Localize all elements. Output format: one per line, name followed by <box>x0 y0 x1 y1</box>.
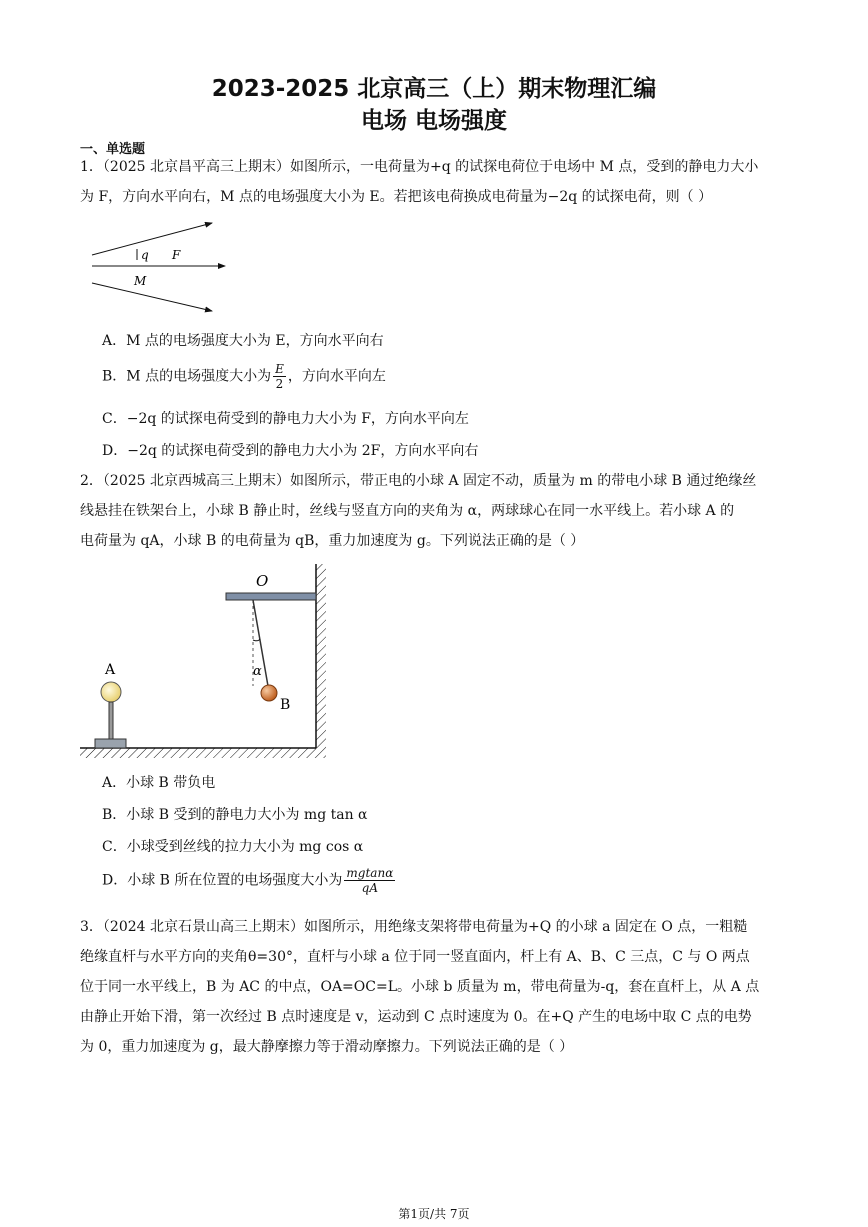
fraction-field-strength <box>344 866 395 895</box>
ball-a-base <box>95 739 126 748</box>
question-3-line-1 <box>80 912 792 942</box>
question-2-stem <box>80 466 792 556</box>
question-1-option-c: C．−2q 的试探电荷受到的静电力大小为 F，方向水平向左 <box>102 411 469 427</box>
question-2-source: （2025 北京西城高三上期末） <box>102 473 291 489</box>
page-subtitle: 电场 电场强度 <box>360 108 507 134</box>
support-bar <box>226 593 316 600</box>
section-heading: 一、单选题 <box>80 142 146 157</box>
question-2-figure <box>78 562 338 762</box>
question-2-number: 2． <box>80 473 103 489</box>
question-1-option-d: D．−2q 的试探电荷受到的静电力大小为 2F，方向水平向右 <box>102 443 479 459</box>
page-footer: 第1页/共 7页 <box>398 1207 470 1221</box>
point-label: M <box>134 274 147 288</box>
question-1-line-2: 为 F，方向水平向右，M 点的电场强度大小为 E。若把该电荷换成电荷量为−2q 的试探电荷，则（ ） <box>80 189 713 205</box>
fraction-denominator: qA <box>361 881 379 895</box>
wall-hatching <box>316 564 326 748</box>
question-1-text-1: 如图所示，一电荷量为+q 的试探电荷位于电场中 M 点，受到的静电力大小 <box>290 159 759 175</box>
question-1-figure <box>88 215 238 315</box>
field-line-lower <box>92 283 212 311</box>
option-b-prefix: B．M 点的电场强度大小为 <box>102 368 272 385</box>
question-2-option-a: A．小球 B 带负电 <box>102 775 216 791</box>
pivot-label: O <box>256 572 269 590</box>
ball-a <box>101 682 121 702</box>
question-1-number: 1． <box>80 159 103 175</box>
question-3-text-1: 如图所示，用绝缘支架将带电荷量为+Q 的小球 a 固定在 O 点，一粗糙 <box>304 919 748 935</box>
question-1-line-1 <box>80 152 792 182</box>
ball-a-label: A <box>105 662 116 678</box>
question-3-line-5: 为 0，重力加速度为 g，最大静摩擦力等于滑动摩擦力。下列说法正确的是（ ） <box>80 1039 574 1055</box>
question-3-number: 3． <box>80 919 103 935</box>
page-title: 2023-2025 北京高三（上）期末物理汇编 <box>211 76 657 102</box>
angle-label: α <box>253 664 262 679</box>
fraction-e-over-2 <box>273 362 286 391</box>
question-3-line-2: 绝缘直杆与水平方向的夹角θ=30°，直杆与小球 a 位于同一竖直面内，杆上有 A、B、C 三点，C 与 O 两点 <box>80 949 750 965</box>
question-3-line-4: 由静止开始下滑，第一次经过 B 点时速度是 v，运动到 C 点时速度为 0。在+Q 产生的电场中取 C 点的电势 <box>80 1009 752 1025</box>
ball-b-label: B <box>280 697 291 713</box>
question-2-line-1 <box>80 466 792 496</box>
question-2-option-d <box>102 866 397 895</box>
ball-a-post <box>109 702 113 739</box>
question-2-line-3: 电荷量为 qA，小球 B 的电荷量为 qB，重力加速度为 g。下列说法正确的是（ ） <box>80 533 585 549</box>
question-2-text-1: 如图所示，带正电的小球 A 固定不动，质量为 m 的带电小球 B 通过绝缘丝 <box>290 473 757 489</box>
fraction-numerator: E <box>275 362 284 376</box>
question-1-stem <box>80 152 792 212</box>
force-label: F <box>172 248 181 262</box>
question-3-line-3: 位于同一水平线上，B 为 AC 的中点，OA=OC=L。小球 b 质量为 m，带电荷量为-q，套在直杆上，从 A 点 <box>80 979 760 995</box>
question-1-option-b <box>102 362 386 391</box>
fraction-denominator: 2 <box>275 377 284 391</box>
charge-label: q <box>141 248 149 262</box>
option-b-suffix: ，方向水平向左 <box>287 368 386 385</box>
option-d-prefix: D．小球 B 所在位置的电场强度大小为 <box>102 872 343 889</box>
field-line-upper <box>92 223 212 255</box>
floor-hatching <box>80 748 326 758</box>
question-1-option-a: A．M 点的电场强度大小为 E，方向水平向右 <box>102 333 384 349</box>
fraction-numerator: mgtanα <box>346 866 394 880</box>
question-2-option-c: C．小球受到丝线的拉力大小为 mg cos α <box>102 839 364 855</box>
question-3-stem <box>80 912 792 1062</box>
question-1-source: （2025 北京昌平高三上期末） <box>102 159 291 175</box>
question-3-source: （2024 北京石景山高三上期末） <box>102 919 305 935</box>
question-2-line-2: 线悬挂在铁架台上，小球 B 静止时，丝线与竖直方向的夹角为 α，两球球心在同一水平线上。若小球 A 的 <box>80 503 735 519</box>
angle-arc <box>253 639 260 641</box>
question-2-option-b: B．小球 B 受到的静电力大小为 mg tan α <box>102 807 368 823</box>
ball-b <box>261 685 277 701</box>
